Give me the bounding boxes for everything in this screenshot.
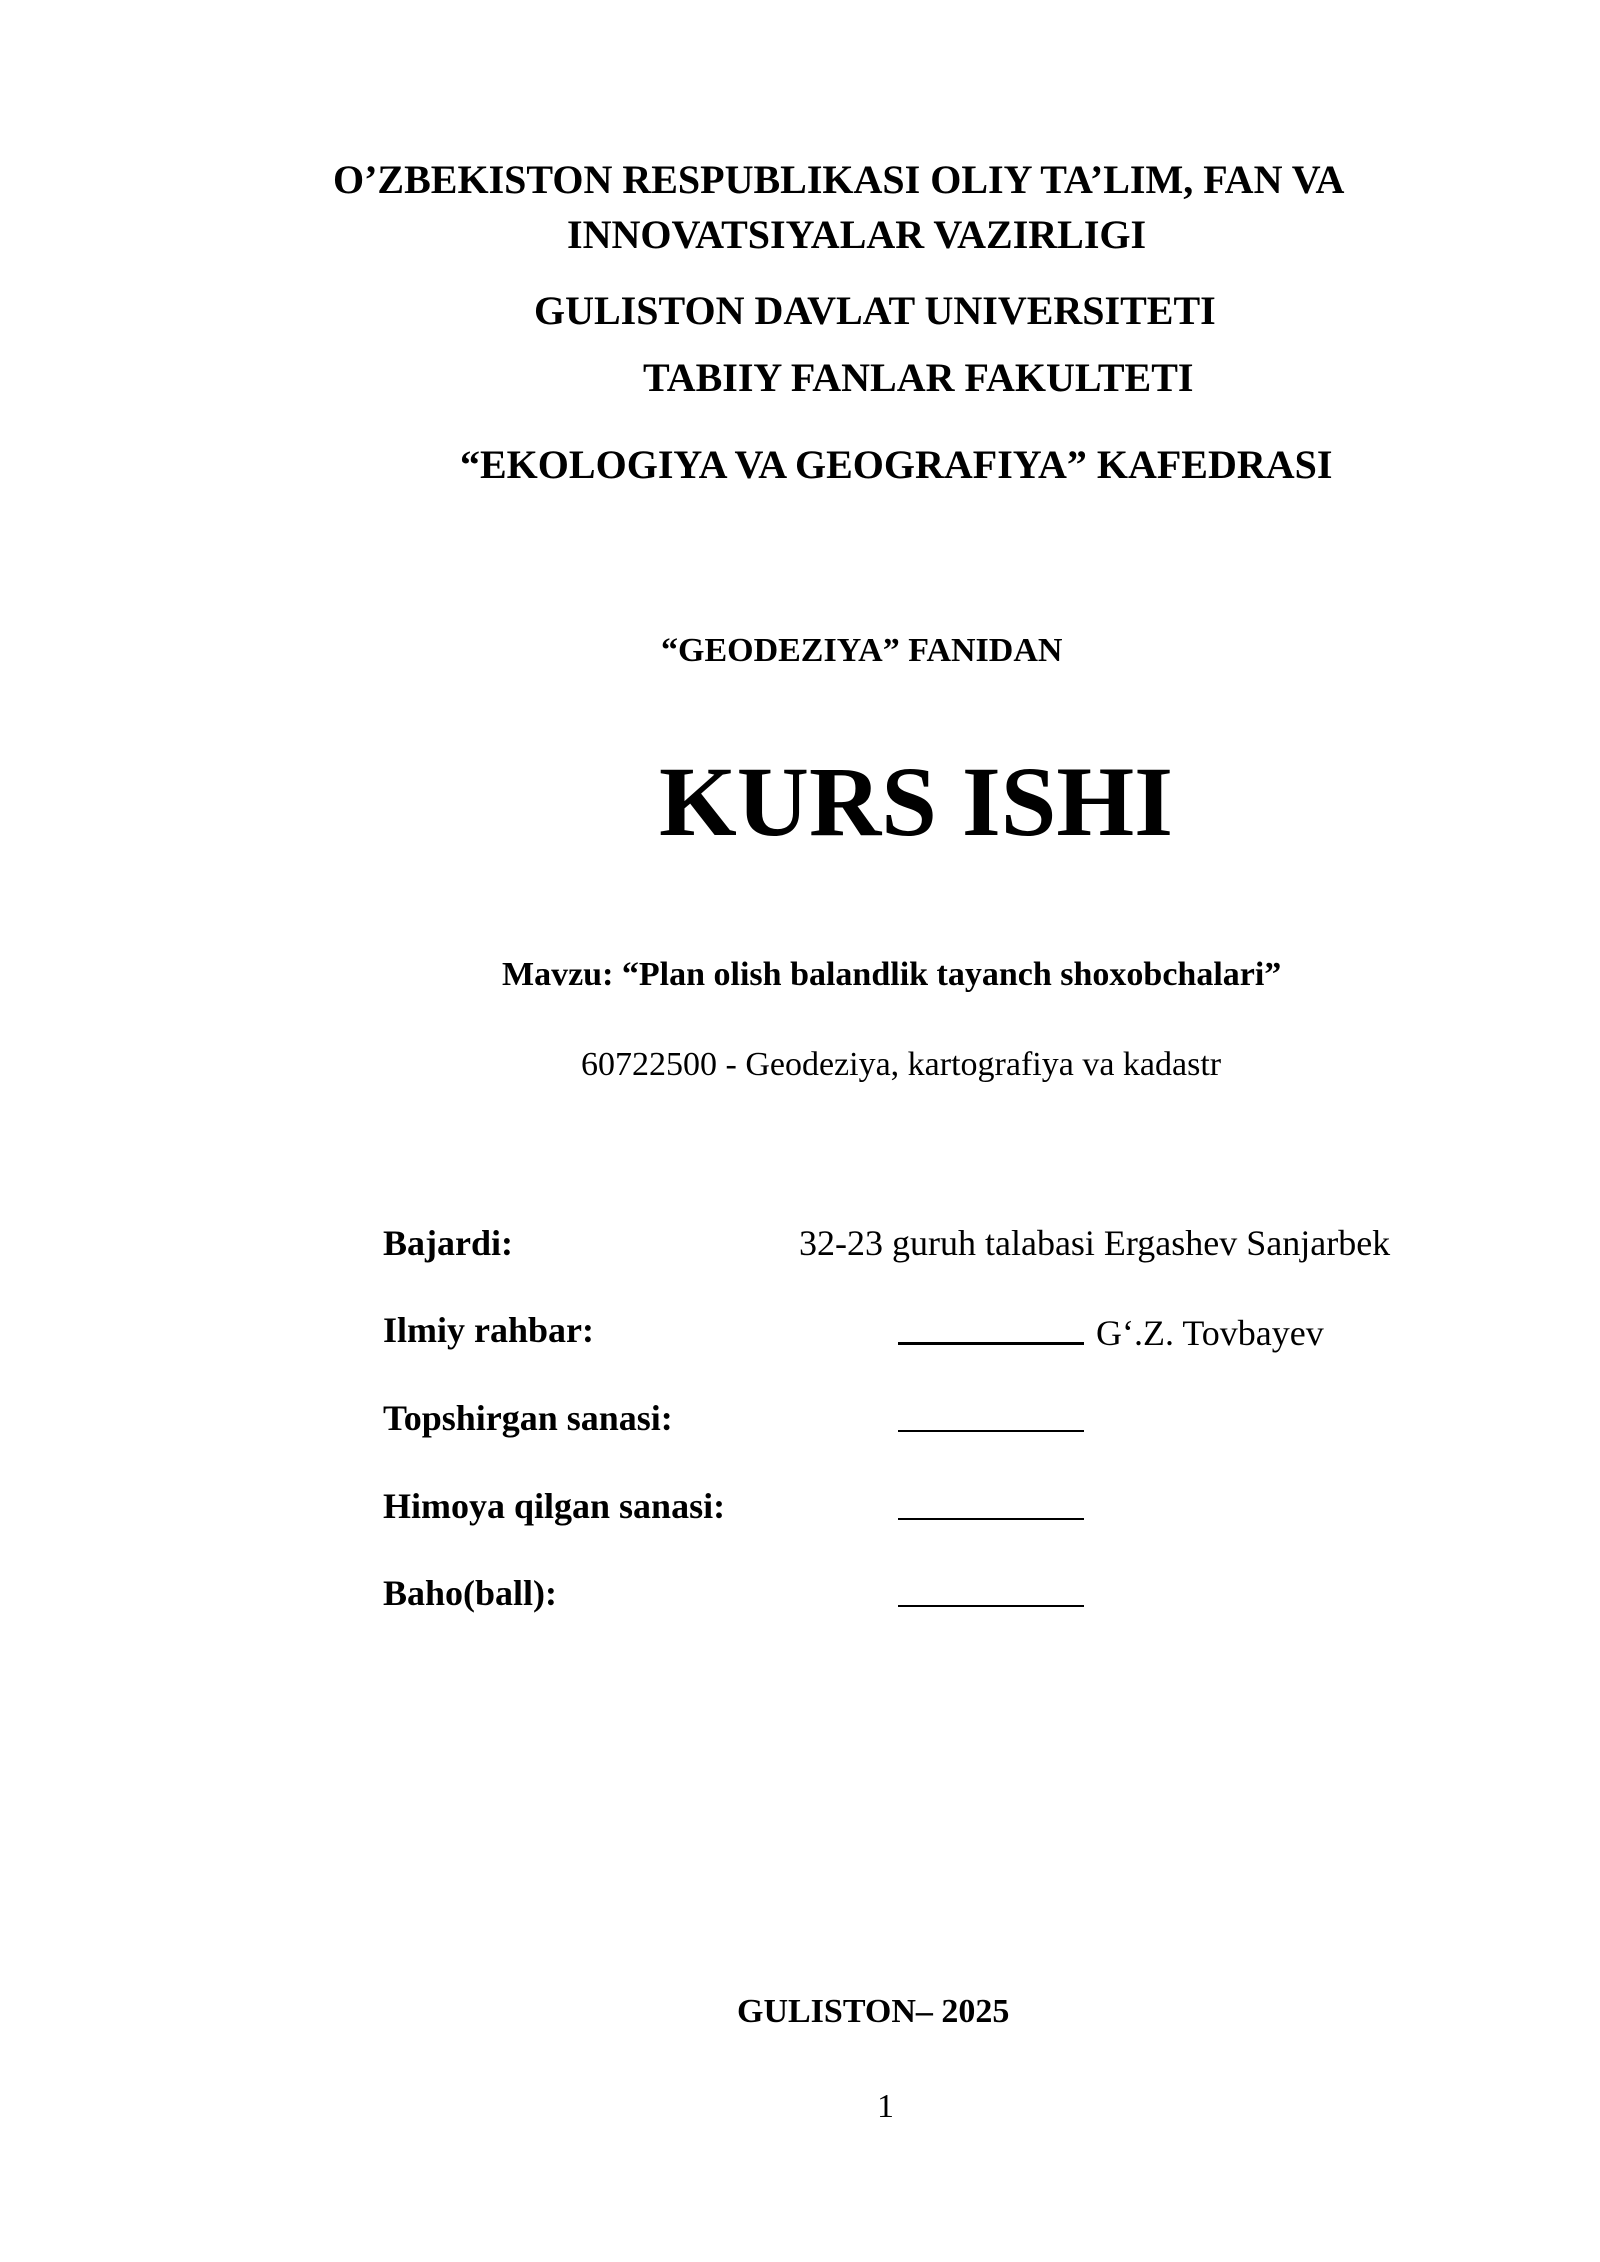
document-type-title: KURS ISHI — [659, 746, 1174, 857]
grade-label: Baho(ball): — [383, 1573, 558, 1613]
subject-title: “GEODEZIYA” FANIDAN — [661, 632, 1063, 669]
department-name: “EKOLOGIYA VA GEOGRAFIYA” KAFEDRASI — [460, 442, 1333, 487]
submitted-date-blank — [898, 1400, 1084, 1432]
city-year: GULISTON– 2025 — [737, 1993, 1010, 2030]
ministry-name-line-2: INNOVATSIYALAR VAZIRLIGI — [567, 212, 1147, 257]
submitted-date-field — [898, 1400, 1084, 1438]
ministry-name-line-1: O’ZBEKISTON RESPUBLIKASI OLIY TA’LIM, FAN VA — [333, 157, 1345, 202]
signature-blank — [898, 1312, 1084, 1345]
submitted-date-label: Topshirgan sanasi: — [383, 1398, 673, 1438]
specialty-line: 60722500 - Geodeziya, kartografiya va kadastr — [581, 1046, 1222, 1083]
topic-line: Mavzu: “Plan olish balandlik tayanch shoxobchalari” — [502, 956, 1282, 993]
page-number: 1 — [877, 2088, 894, 2125]
supervisor-label: Ilmiy rahbar: — [383, 1310, 594, 1350]
completed-by-value: 32-23 guruh talabasi Ergashev Sanjarbek — [799, 1223, 1391, 1263]
supervisor-field — [898, 1312, 1324, 1351]
defended-date-field — [898, 1488, 1084, 1526]
grade-blank — [898, 1575, 1084, 1607]
faculty-name: TABIIY FANLAR FAKULTETI — [643, 355, 1194, 400]
supervisor-value: G‘.Z. Tovbayev — [1096, 1313, 1324, 1353]
university-name: GULISTON DAVLAT UNIVERSITETI — [534, 288, 1216, 333]
completed-by-label: Bajardi: — [383, 1223, 513, 1263]
grade-field — [898, 1575, 1084, 1613]
defended-date-label: Himoya qilgan sanasi: — [383, 1486, 726, 1526]
defended-date-blank — [898, 1488, 1084, 1520]
